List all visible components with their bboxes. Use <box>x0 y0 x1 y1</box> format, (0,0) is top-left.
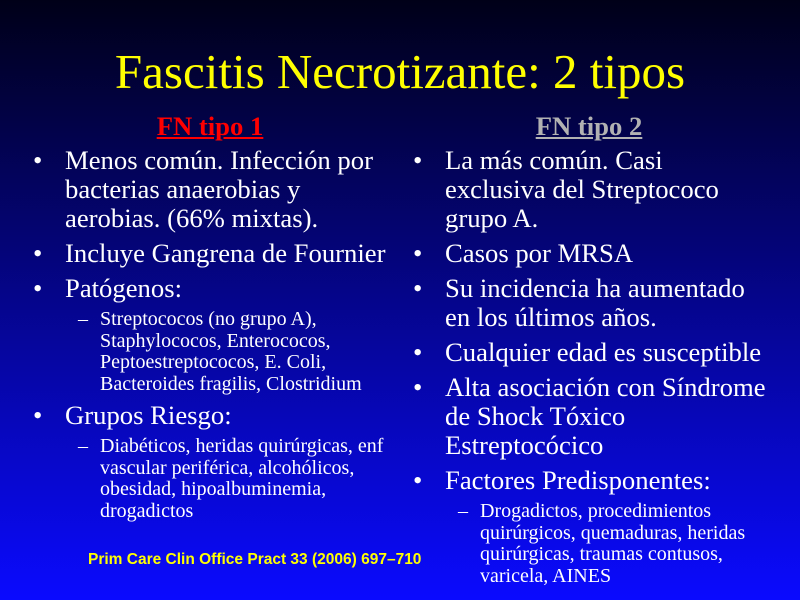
bullet-list <box>0 145 423 522</box>
bullet-item <box>380 466 798 587</box>
sub-bullet-item <box>445 501 798 587</box>
bullet-marker: • <box>413 337 423 367</box>
bullet-marker: • <box>413 273 423 303</box>
bullet-text: Patógenos: <box>65 273 182 303</box>
citation: Prim Care Clin Office Pract 33 (2006) 697–710 <box>88 551 422 568</box>
bullet-item <box>380 274 798 332</box>
sub-bullet-marker: – <box>78 435 88 457</box>
column-heading-fn-tipo-2: FN tipo 2 <box>535 111 643 141</box>
slide-title: Fascitis Necrotizante: 2 tipos <box>114 44 686 99</box>
bullet-text: Casos por MRSA <box>445 238 634 268</box>
column-fn-tipo-1 <box>0 111 423 522</box>
bullet-item <box>380 373 798 460</box>
bullet-item <box>0 238 423 268</box>
bullet-marker: • <box>413 372 423 402</box>
sub-bullet-text: Streptococos (no grupo A), Staphylococos, Enterococos, Peptoestreptococos, E. Coli, Bacteroides fragilis, Clostridium <box>100 308 362 395</box>
bullet-marker: • <box>413 238 423 268</box>
bullet-text: La más común. Casi exclusiva del Streptococo grupo A. <box>445 145 719 233</box>
bullet-marker: • <box>413 145 423 175</box>
bullet-item <box>0 145 423 233</box>
bullet-list <box>380 146 798 587</box>
bullet-item <box>380 239 798 268</box>
sub-bullet-marker: – <box>78 308 88 330</box>
sub-bullet-text: Drogadictos, procedimientos quirúrgicos, quemaduras, heridas quirúrgicas, traumas contusos, varicela, AINES <box>480 500 746 587</box>
sub-bullet-item <box>65 435 423 522</box>
bullet-marker: • <box>33 400 43 430</box>
column-fn-tipo-2 <box>380 112 798 587</box>
sub-bullet-list <box>65 308 423 395</box>
bullet-item <box>0 400 423 522</box>
bullet-text: Menos común. Infección por bacterias anaerobias y aerobias. (66% mixtas). <box>65 145 373 233</box>
bullet-text: Factores Predisponentes: <box>445 465 711 495</box>
bullet-item <box>0 273 423 395</box>
bullet-item <box>380 338 798 367</box>
column-heading-fn-tipo-1: FN tipo 1 <box>156 111 264 141</box>
sub-bullet-item <box>65 308 423 395</box>
bullet-text: Su incidencia ha aumentado en los últimos años. <box>445 273 745 332</box>
bullet-text: Cualquier edad es susceptible <box>445 337 762 367</box>
bullet-text: Grupos Riesgo: <box>65 400 232 430</box>
bullet-item <box>380 146 798 233</box>
sub-bullet-text: Diabéticos, heridas quirúrgicas, enf vascular periférica, alcohólicos, obesidad, hipoalbuminemia, drogadictos <box>100 435 384 522</box>
bullet-marker: • <box>33 145 43 175</box>
bullet-text: Alta asociación con Síndrome de Shock Tóxico Estreptocócico <box>445 372 766 460</box>
bullet-marker: • <box>33 273 43 303</box>
bullet-text: Incluye Gangrena de Fournier <box>65 238 386 268</box>
bullet-marker: • <box>33 238 43 268</box>
sub-bullet-marker: – <box>458 500 468 522</box>
bullet-marker: • <box>413 465 423 495</box>
sub-bullet-list <box>445 501 798 587</box>
sub-bullet-list <box>65 435 423 522</box>
